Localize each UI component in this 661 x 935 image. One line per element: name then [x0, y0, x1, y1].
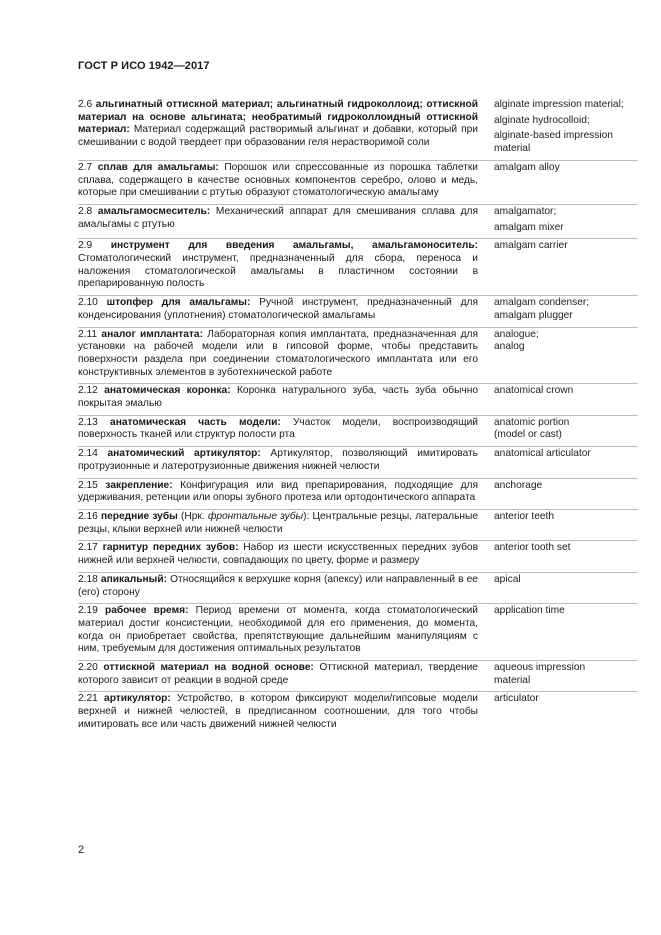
term-english-equivalents	[494, 329, 638, 354]
term-english-equivalents	[494, 605, 638, 618]
term-definition-ru	[78, 480, 478, 505]
term-number: 2.7	[78, 161, 93, 173]
term-definition-text: Центральные резцы, латеральные резцы, клыки верхней или нижней челюсти	[78, 510, 479, 535]
term-entry	[78, 478, 638, 509]
term-english-equivalents	[494, 417, 638, 442]
term-number: 2.13	[78, 416, 98, 428]
term-title: анатомическая коронка:	[104, 385, 231, 397]
term-english-equivalents	[494, 206, 638, 234]
term-number: 2.9	[78, 240, 93, 252]
term-definition-ru	[78, 162, 478, 200]
term-english-equivalents	[494, 542, 638, 555]
term-entry	[78, 98, 638, 160]
term-title: рабочее время:	[105, 605, 189, 617]
term-english: articulator	[494, 693, 539, 705]
term-english-equivalents	[494, 693, 638, 706]
term-entry	[78, 204, 638, 238]
term-title: инструмент для введения амальгамы, амальгамоноситель:	[110, 240, 478, 252]
term-definition-text: Участок модели, воспроизводящий поверхность тканей или структур полости рта	[78, 416, 478, 441]
term-definition-ru	[78, 385, 478, 410]
term-definition-ru	[78, 574, 478, 599]
term-english: anchorage	[494, 479, 543, 491]
term-english-equivalents	[494, 480, 638, 493]
term-entry	[78, 415, 638, 446]
term-definition-ru	[78, 99, 478, 150]
term-definition-text: Ручной инструмент, предназначенный для конденсирования (уплотнения) стоматологической амальгамы	[78, 297, 478, 321]
term-english-equivalents	[494, 297, 638, 322]
term-definition-ru	[78, 511, 478, 536]
term-number: 2.20	[78, 662, 98, 674]
term-number: 2.21	[78, 693, 98, 705]
term-definition-text: Коронка натурального зуба, часть зуба обычно покрытая эмалью	[78, 385, 478, 410]
term-english: amalgam alloy	[494, 161, 560, 173]
term-title: анатомический артикулятор:	[107, 448, 261, 460]
term-title: анатомическая часть модели:	[110, 416, 281, 428]
term-title: амальгамосмеситель:	[97, 205, 211, 217]
term-definition-text: Оттискной материал, твердение которого зависит от реакции в водной среде	[78, 662, 478, 686]
term-english: amalgam mixer	[494, 221, 564, 233]
term-english-equivalents	[494, 574, 638, 587]
term-definition-text: Материал содержащий растворимый альгинат и добавки, который при смешивании с водой твердеет при образовании геля нерастворимой соли	[78, 124, 478, 149]
term-title: альгинатный оттискной материал; альгинатный гидроколлоид; оттискной материал на основе альгината; необратимый гидроколлоидный оттискной материал:	[78, 99, 478, 136]
term-definition-ru	[78, 329, 478, 380]
term-entry	[78, 327, 638, 384]
term-number: 2.12	[78, 385, 98, 397]
term-english: analogue; analog	[494, 328, 539, 353]
term-definition-text: Набор из шести искусственных передних зубов нижней или верхней челюсти, совпадающих по цвету, форме и размеру	[78, 542, 478, 567]
term-title: аналог имплантата:	[101, 328, 203, 340]
term-english-equivalents	[494, 99, 638, 156]
term-title: оттискной материал на водной основе:	[103, 662, 314, 674]
term-entry	[78, 660, 638, 691]
term-english: alginate hydrocolloid;	[494, 114, 590, 126]
term-entry	[78, 160, 638, 204]
term-definition-ru	[78, 662, 478, 687]
term-english-equivalents	[494, 162, 638, 175]
term-definition-text: Лабораторная копия имплантата, предназначенная для установки на рабочей модели или в гипсовой форме, чтобы представить поверхности раздела при соединении стоматологического имплантата или его конструктивных элементов в зуботехнической работе	[78, 328, 478, 378]
term-definition-text: Конфигурация или вид препарирования, подходящие для удерживания, ретенции или опоры зубного протеза или ортодонтического аппарата	[78, 479, 478, 504]
term-english: aqueous impression material	[494, 662, 586, 686]
term-definition-text: Механический аппарат для смешивания сплава для амальгамы с ртутью	[78, 205, 478, 230]
term-title: штопфер для амальгамы:	[106, 297, 251, 309]
term-number: 2.10	[78, 297, 98, 309]
term-number: 2.8	[78, 205, 93, 217]
term-entry	[78, 603, 638, 660]
term-english: anterior tooth set	[494, 542, 571, 554]
term-number: 2.15	[78, 479, 98, 491]
term-definition-ru	[78, 206, 478, 231]
term-definition-ru	[78, 240, 478, 291]
term-note-prefix: (Нрк.	[180, 510, 205, 522]
term-english: amalgam carrier	[494, 240, 568, 252]
term-definition-text: Относящийся к верхушке корня (апексу) или направленный в ее (его) сторону	[78, 573, 478, 598]
term-english-equivalents	[494, 385, 638, 398]
term-english-equivalents	[494, 511, 638, 524]
term-number: 2.19	[78, 605, 98, 617]
term-note-suffix: ):	[303, 510, 310, 522]
term-entry	[78, 509, 638, 540]
term-definition-ru	[78, 448, 478, 473]
term-definition-text: Устройство, в котором фиксируют модели/гипсовые модели верхней и нижней челюстей, в предписанном соотношении, для того чтобы имитировать все или часть движений нижней челюсти	[78, 693, 478, 730]
term-title: закрепление:	[105, 479, 173, 491]
term-english: application time	[494, 605, 565, 617]
term-entry	[78, 540, 638, 571]
term-definition-ru	[78, 417, 478, 442]
term-english-equivalents	[494, 662, 638, 687]
term-title: передние зубы	[100, 510, 178, 522]
term-definition-ru	[78, 542, 478, 567]
term-title: артикулятор:	[104, 693, 171, 705]
term-number: 2.17	[78, 542, 98, 554]
term-entry	[78, 572, 638, 603]
term-english: amalgam condenser; amalgam plugger	[494, 297, 590, 321]
term-english: amalgamator;	[494, 205, 557, 217]
term-number: 2.16	[78, 510, 98, 522]
term-english: alginate impression material;	[494, 99, 624, 110]
term-definition-text: Артикулятор, позволяющий имитировать протрузионные и латеротрузионные движения нижней челюсти	[78, 448, 478, 472]
term-english: apical	[494, 573, 521, 585]
term-number: 2.6	[78, 99, 93, 110]
term-title: сплав для амальгамы:	[97, 161, 219, 173]
page-number: 2	[78, 844, 85, 856]
term-definition-ru	[78, 693, 478, 731]
term-title: гарнитур передних зубов:	[102, 542, 239, 554]
term-number: 2.14	[78, 448, 98, 460]
term-definition-text: Стоматологический инструмент, предназначенный для сбора, переноса и наложения стоматологической амальгамы в пластичном состоянии в препарированную полость	[78, 253, 478, 290]
term-definition-ru	[78, 605, 478, 656]
term-english: anatomic portion (model or cast)	[494, 416, 570, 441]
term-deprecated-synonym: фронтальные зубы	[207, 510, 304, 522]
term-title: апикальный:	[100, 573, 168, 585]
term-entry	[78, 691, 638, 735]
term-entry	[78, 295, 638, 326]
term-definition-text: Период времени от момента, когда стоматологический материал достиг консистенции, необходимой для его применения, до момента, когда он приобретает свойства, препятствующие дальнейшим манипуляциям с ним, требуемым для достижения оптимальных результатов	[78, 605, 478, 655]
term-english: anatomical articulator	[494, 448, 591, 460]
term-entry	[78, 238, 638, 295]
term-english: anterior teeth	[494, 510, 555, 522]
term-definition-ru	[78, 297, 478, 322]
term-entry	[78, 446, 638, 477]
term-english-equivalents	[494, 448, 638, 461]
term-english: alginate-based impression material	[494, 130, 613, 155]
term-entry	[78, 383, 638, 414]
term-number: 2.18	[78, 573, 98, 585]
term-definition-text: Порошок или спрессованные из порошка таблетки сплава, содержащего в качестве основных компонентов серебро, олово и медь, которые при смешивании с ртутью образуют стоматологическую амальгаму	[78, 161, 478, 199]
document-header: ГОСТ Р ИСО 1942—2017	[78, 60, 210, 72]
term-number: 2.11	[78, 328, 98, 340]
term-english-equivalents	[494, 240, 638, 253]
terms-list	[78, 98, 638, 736]
term-english: anatomical crown	[494, 385, 574, 397]
